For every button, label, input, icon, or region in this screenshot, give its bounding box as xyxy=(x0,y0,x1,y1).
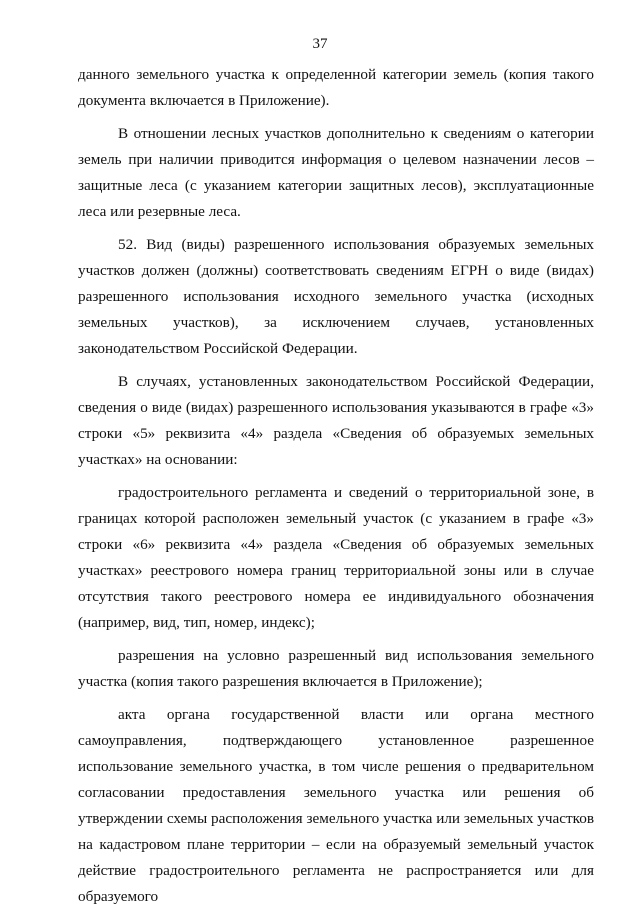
paragraph-authority-act: акта органа государственной власти или органа местного самоуправления, подтверждающего установленное разрешенное использование земельного участка, в том числе решения о предварительном согласовании предоставления земельного участка или решения об утверждении схемы расположения земельного участка или земельных участков на кадастровом плане территории – если на образуемый земельный участок действие градостроительного регламента не распространяется или для образуемого xyxy=(78,706,594,905)
document-body xyxy=(78,62,594,910)
paragraph-52: 52. Вид (виды) разрешенного использования образуемых земельных участков должен (должны) соответствовать сведениям ЕГРН о виде (видах) разрешенного использования исходного земельного участка (исходных земельных участков), за исключением случаев, установленных законодательством Российской Федерации. xyxy=(78,236,594,357)
page-number: 37 xyxy=(312,36,328,52)
paragraph-forest-plots: В отношении лесных участков дополнительно к сведениям о категории земель при наличии приводится информация о целевом назначении лесов – защитные леса (с указанием категории защитных лесов), эксплуатационные леса или резервные леса. xyxy=(78,125,594,220)
paragraph-cases: В случаях, установленных законодательством Российской Федерации, сведения о виде (видах) разрешенного использования указываются в графе «3» строки «5» реквизита «4» раздела «Сведения об образуемых земельных участках» на основании: xyxy=(78,373,594,468)
paragraph-conditional-permit: разрешения на условно разрешенный вид использования земельного участка (копия такого разрешения включается в Приложение); xyxy=(78,647,594,690)
paragraph-urban-regulation: градостроительного регламента и сведений о территориальной зоне, в границах которой расположен земельный участок (с указанием в графе «3» строки «6» реквизита «4» раздела «Сведения об образуемых земельных участках» реестрового номера границ территориальной зоны или в случае отсутствия такого реестрового номера ее индивидуального обозначения (например, вид, тип, номер, индекс); xyxy=(78,484,594,631)
paragraph-continuation: данного земельного участка к определенной категории земель (копия такого документа включается в Приложение). xyxy=(78,66,594,109)
